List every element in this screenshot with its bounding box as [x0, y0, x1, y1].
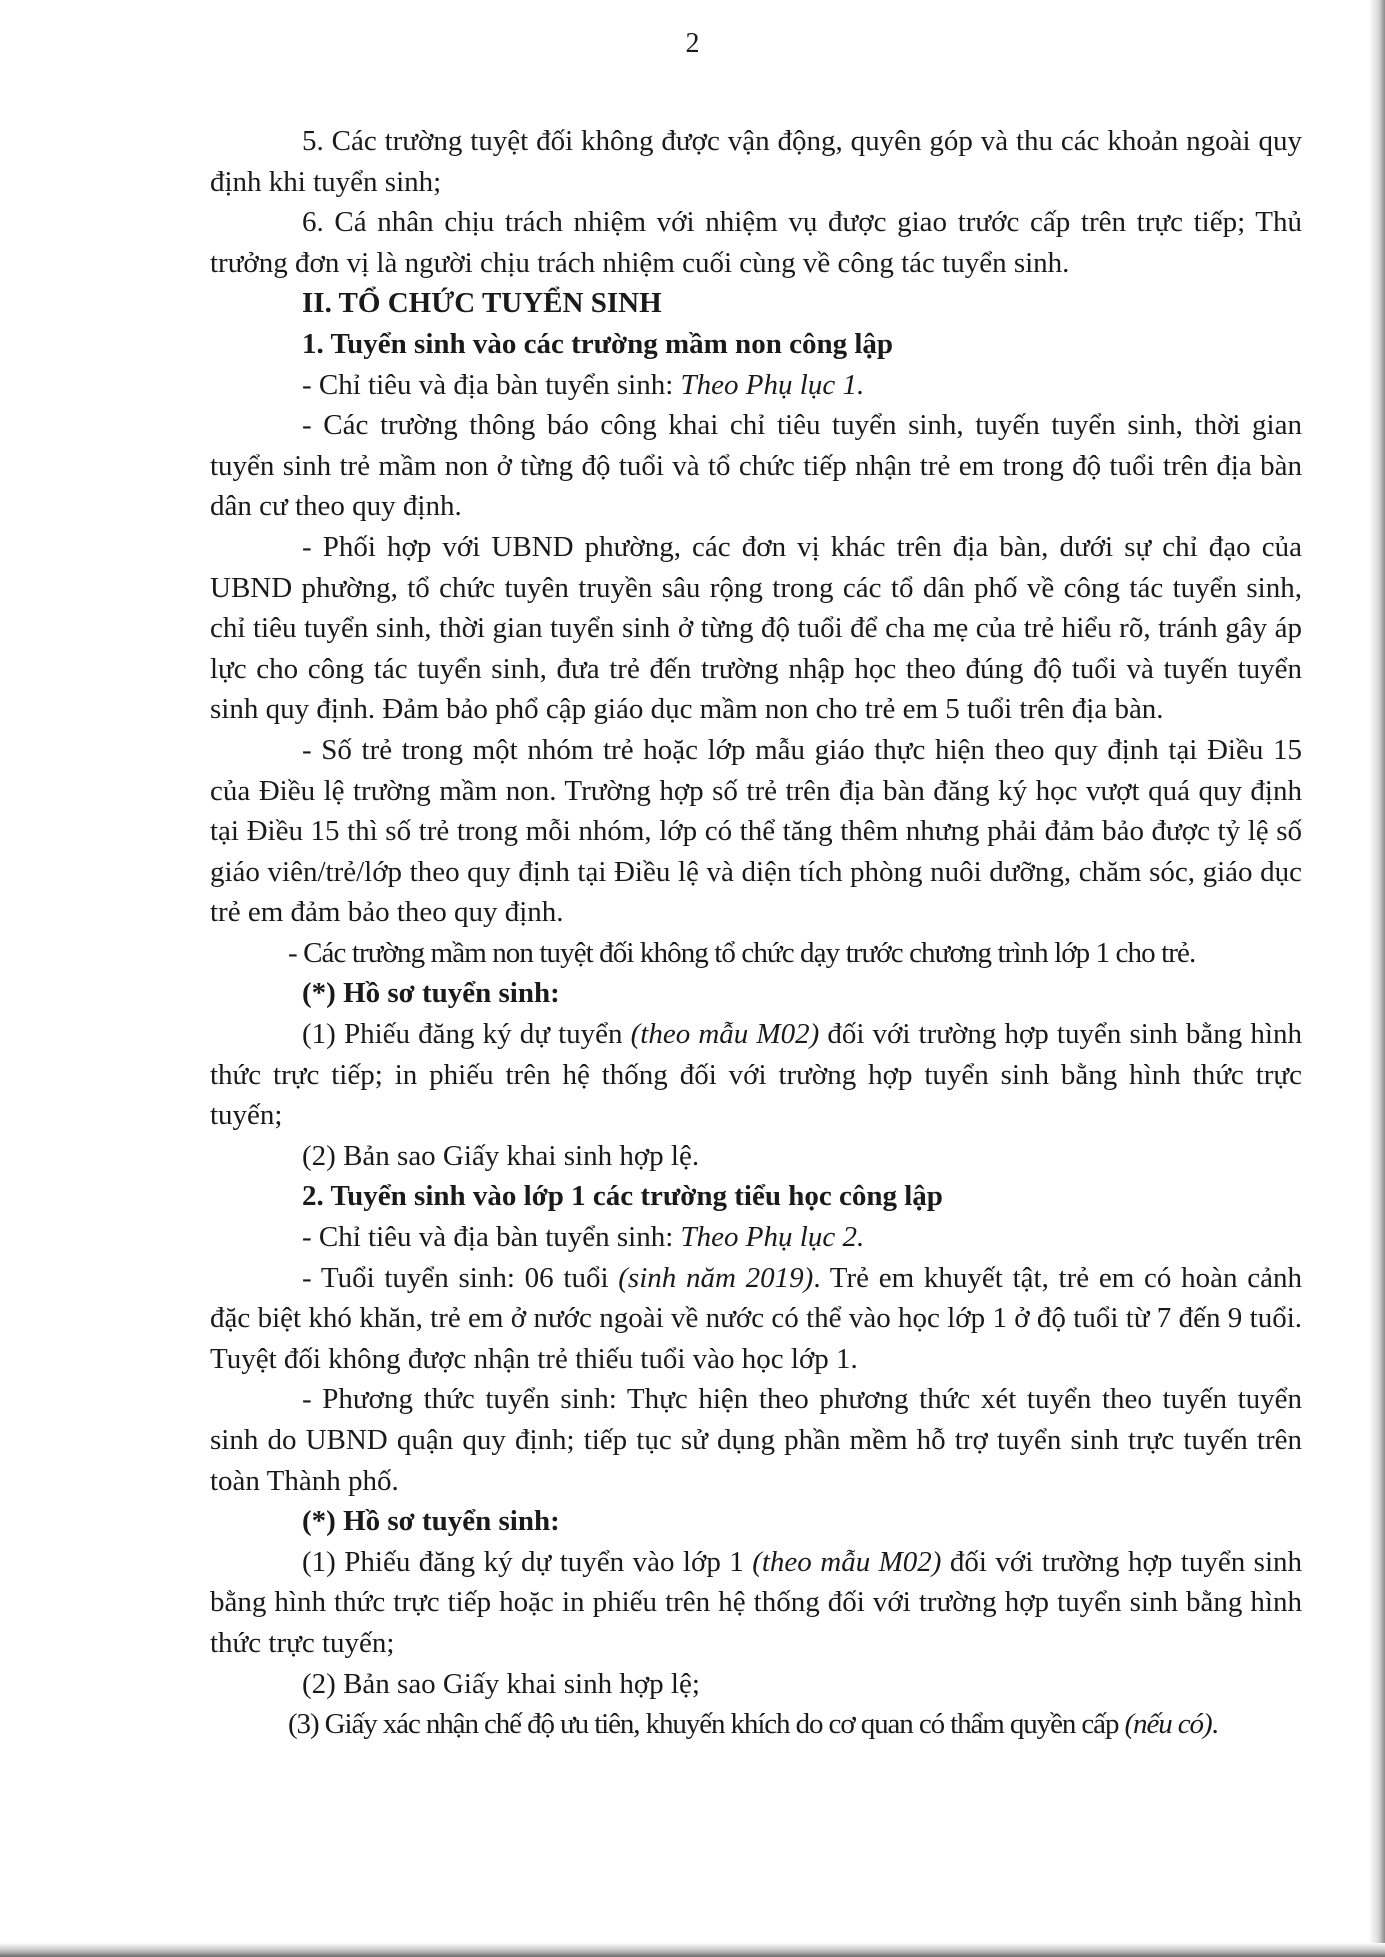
paragraph-announcement: - Các trường thông báo công khai chỉ tiêu tuyển sinh, tuyến tuyển sinh, thời gian tuyển sinh trẻ mầm non ở từng độ tuổi và tổ chức tiếp nhận trẻ em trong độ tuổi trên địa bàn dân cư theo quy định.: [210, 409, 1302, 523]
section-heading: II. TỔ CHỨC TUYỂN SINH: [302, 287, 662, 320]
dossier-item-3b: (3) Giấy xác nhận chế độ ưu tiên, khuyến khích do cơ quan có thẩm quyền cấp (nếu có).: [288, 1708, 1218, 1741]
paragraph-coordination: - Phối hợp với UBND phường, các đơn vị khác trên địa bàn, dưới sự chỉ đạo của UBND phường, tổ chức tuyên truyền sâu rộng trong các tổ dân phố về công tác tuyển sinh, chỉ tiêu tuyển sinh, thời gian tuyển sinh ở từng độ tuổi để cha mẹ của trẻ hiểu rõ, tránh gây áp lực cho công tác tuyển sinh, đưa trẻ đến trường nhập học theo đúng độ tuổi và tuyến tuyển sinh quy định. Đảm bảo phổ cập giáo dục mầm non cho trẻ em 5 tuổi trên địa bàn.: [210, 530, 1302, 726]
dossier-item-2: (2) Bản sao Giấy khai sinh hợp lệ.: [302, 1139, 700, 1172]
page-number: 2: [685, 28, 700, 59]
paragraph-quota-1: [210, 365, 1302, 406]
subsection-heading-1: 1. Tuyển sinh vào các trường mầm non công lập: [302, 327, 894, 360]
dossier-item-1b: (1) Phiếu đăng ký dự tuyển vào lớp 1 (theo mẫu M02) đối với trường hợp tuyển sinh bằng hình thức trực tiếp hoặc in phiếu trên hệ thống đối với trường hợp tuyển sinh bằng hình thức trực tuyến;: [210, 1545, 1303, 1659]
paragraph-no-pre-teaching: - Các trường mầm non tuyệt đối không tổ chức dạy trước chương trình lớp 1 cho trẻ.: [288, 936, 1196, 969]
form-ref: (theo mẫu M02): [752, 1545, 942, 1578]
paragraph-item-5: 5. Các trường tuyệt đối không được vận động, quyên góp và thu các khoản ngoài quy định khi tuyển sinh;: [210, 125, 1302, 198]
document-body: [210, 121, 1302, 1745]
appendix-ref: Theo Phụ lục 2.: [680, 1221, 865, 1254]
dossier-heading-2: (*) Hồ sơ tuyển sinh:: [302, 1505, 560, 1538]
paragraph-quota-2: [210, 1217, 1302, 1258]
paragraph-enrollment-age: - Tuổi tuyển sinh: 06 tuổi (sinh năm 2019). Trẻ em khuyết tật, trẻ em có hoàn cảnh đặc biệt khó khăn, trẻ em ở nước ngoài về nước có thể vào học lớp 1 ở độ tuổi từ 7 đến 9 tuổi. Tuyệt đối không được nhận trẻ thiếu tuổi vào học lớp 1.: [210, 1261, 1302, 1375]
paragraph-item-6: 6. Cá nhân chịu trách nhiệm với nhiệm vụ được giao trước cấp trên trực tiếp; Thủ trưởng đơn vị là người chịu trách nhiệm cuối cùng về công tác tuyển sinh.: [210, 206, 1302, 279]
paragraph-method: - Phương thức tuyển sinh: Thực hiện theo phương thức xét tuyển theo tuyến tuyển sinh do UBND quận quy định; tiếp tục sử dụng phần mềm hỗ trợ tuyển sinh trực tuyến trên toàn Thành phố.: [210, 1383, 1302, 1497]
conditional-note: (nếu có): [1124, 1708, 1212, 1741]
quota-label: - Chỉ tiêu và địa bàn tuyển sinh:: [302, 368, 681, 401]
paragraph-class-size: - Số trẻ trong một nhóm trẻ hoặc lớp mẫu giáo thực hiện theo quy định tại Điều 15 của Điều lệ trường mầm non. Trường hợp số trẻ trên địa bàn đăng ký học vượt quá quy định tại Điều 15 thì số trẻ trong mỗi nhóm, lớp có thể tăng thêm nhưng phải đảm bảo được tỷ lệ số giáo viên/trẻ/lớp theo quy định tại Điều lệ và diện tích phòng nuôi dưỡng, chăm sóc, giáo dục trẻ em đảm bảo theo quy định.: [210, 733, 1302, 929]
dossier-heading-1: (*) Hồ sơ tuyển sinh:: [302, 977, 560, 1010]
dossier-item-2b: (2) Bản sao Giấy khai sinh hợp lệ;: [302, 1667, 700, 1700]
appendix-ref: Theo Phụ lục 1.: [680, 368, 865, 401]
dossier-item-1: (1) Phiếu đăng ký dự tuyển (theo mẫu M02) đối với trường hợp tuyển sinh bằng hình thức trực tiếp; in phiếu trên hệ thống đối với trường hợp tuyển sinh bằng hình thức trực tuyến;: [210, 1018, 1302, 1132]
scan-edge-right: [1369, 0, 1385, 1957]
form-ref: (theo mẫu M02): [630, 1018, 820, 1051]
subsection-heading-2: 2. Tuyển sinh vào lớp 1 các trường tiểu học công lập: [302, 1180, 943, 1213]
quota-label: - Chỉ tiêu và địa bàn tuyển sinh:: [302, 1221, 681, 1254]
scan-edge-bottom: [0, 1943, 1385, 1957]
birth-year-note: (sinh năm 2019): [618, 1261, 814, 1294]
